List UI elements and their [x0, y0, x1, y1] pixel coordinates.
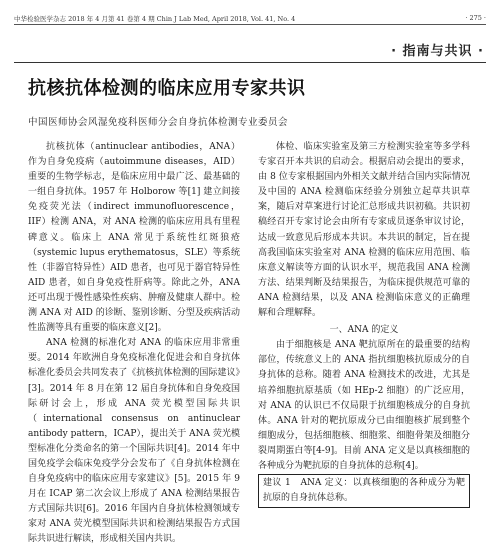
- recommendation-box: 建议 1 ANA 定义：以真核细胞的各种成分为靶抗原的自身抗体总称。: [258, 474, 470, 508]
- section-heading: 一、ANA 的定义: [329, 325, 399, 336]
- page-number: · 275 ·: [465, 14, 486, 22]
- body-paragraph: 抗核抗体（antinuclear antibodies，ANA）作为自身免疫病（autoimmune diseases，AID）重要的生物学标志，是临床应用中最广泛、最基础的一组自身抗体。1957 年 Holborow 等[1] 建立间接免疫荧光法（indirect immunofluorescence，IIF）检测 ANA，对 ANA 检测的临床应用具有里程碑意义。临床上 ANA 常见于系统性红斑狼疮（systemic lupus erythematosus，SLE）等系统性（非器官特异性）AID 患者，也可见于器官特异性 AID 患者，如自身免疫性肝病等。除此之外，ANA 还可出现于慢性感染性疾病、肿瘤及健康人群中。检测 ANA 对 AID 的诊断、鉴别诊断、分型及疾病活动性监测等具有重要的临床意义[2]。: [28, 142, 240, 334]
- body-paragraph: ANA 检测的标准化对 ANA 的临床应用非常重要。2014 年欧洲自身免疫标准化促进会和自身抗体标准化委员会共同发表了《抗核抗体检测的国际建议》[3]。2014 年 8 月在第 12 届自身抗体和自身免疫国际研讨会上，形成 ANA 荧光模型国际共识（international consensus on antinuclear antibody pattern，ICAP），提出关于 ANA 荧光模型标准化分类命名的第一个国际共识[4]。2014 年中国免疫学会临床免疫学分会发布了《自身抗体检测在自身免疫病中的临床应用专家建议》[5]。2015 年 9 月在 ICAP 第二次会议上形成了 ANA 检测结果报告方式国际共识[6]。2016 年国内自身抗体检测领域专家对 ANA 荧光模型国际共识和检测结果报告方式国际共识进行解读，形成相关国内共识。: [28, 338, 240, 545]
- article-authors: 中国医师协会风湿免疫科医师分会自身抗体检测专业委员会: [28, 117, 289, 128]
- section-rule: [14, 62, 486, 63]
- body-paragraph: 由于细胞核是 ANA 靶抗原所在的最重要的结构部位，传统意义上的 ANA 指抗细胞核抗原成分的自身抗体的总称。随着 ANA 检测技术的改进，尤其是培养细胞抗原基质（如 HEp-2 细胞）的广泛应用，对 ANA 的认识已不仅局限于抗细胞核成分的自身抗体。ANA 针对的靶抗原成分已由细胞核扩展到整个细胞成分，包括细胞核、细胞浆、细胞骨架及细胞分裂周期蛋白等[4-9]。目前 ANA 定义是以真核细胞的各种成分为靶抗原的自身抗体的总称[4]。: [258, 340, 470, 471]
- running-header: [14, 14, 486, 23]
- article-title: 抗核抗体检测的临床应用专家共识: [28, 78, 306, 99]
- section-tag: · 指南与共识 ·: [391, 44, 484, 59]
- body-paragraph: 体检、临床实验室及第三方检测实验室等多学科专家召开本共识的启动会。根据启动会提出的要求，由 8 位专家根据国内外相关文献并结合国内实际情况及中国的 ANA 检测临床经验分别独立起草共识草案，随后对草案进行讨论汇总形成共识初稿。共识初稿经召开专家讨论会由所有专家成员逐条审议讨论，达成一致意见后形成本共识。本共识的制定，旨在提高我国临床实验室对 ANA 检测的临床应用范围、临床意义解读等方面的认识水平，规范我国 ANA 检测方法、结果判断及结果报告，为临床提供规范可靠的 ANA 检测结果，以及 ANA 检测临床意义的正确理解和合理解释。: [258, 142, 470, 319]
- left-column: [28, 140, 240, 545]
- header-rule: [14, 24, 486, 25]
- right-column: [258, 140, 470, 504]
- journal-citation: 中华检验医学杂志 2018 年 4 月第 41 卷第 4 期 Chin J Lab Med, April 2018, Vol. 41, No. 4: [14, 15, 296, 23]
